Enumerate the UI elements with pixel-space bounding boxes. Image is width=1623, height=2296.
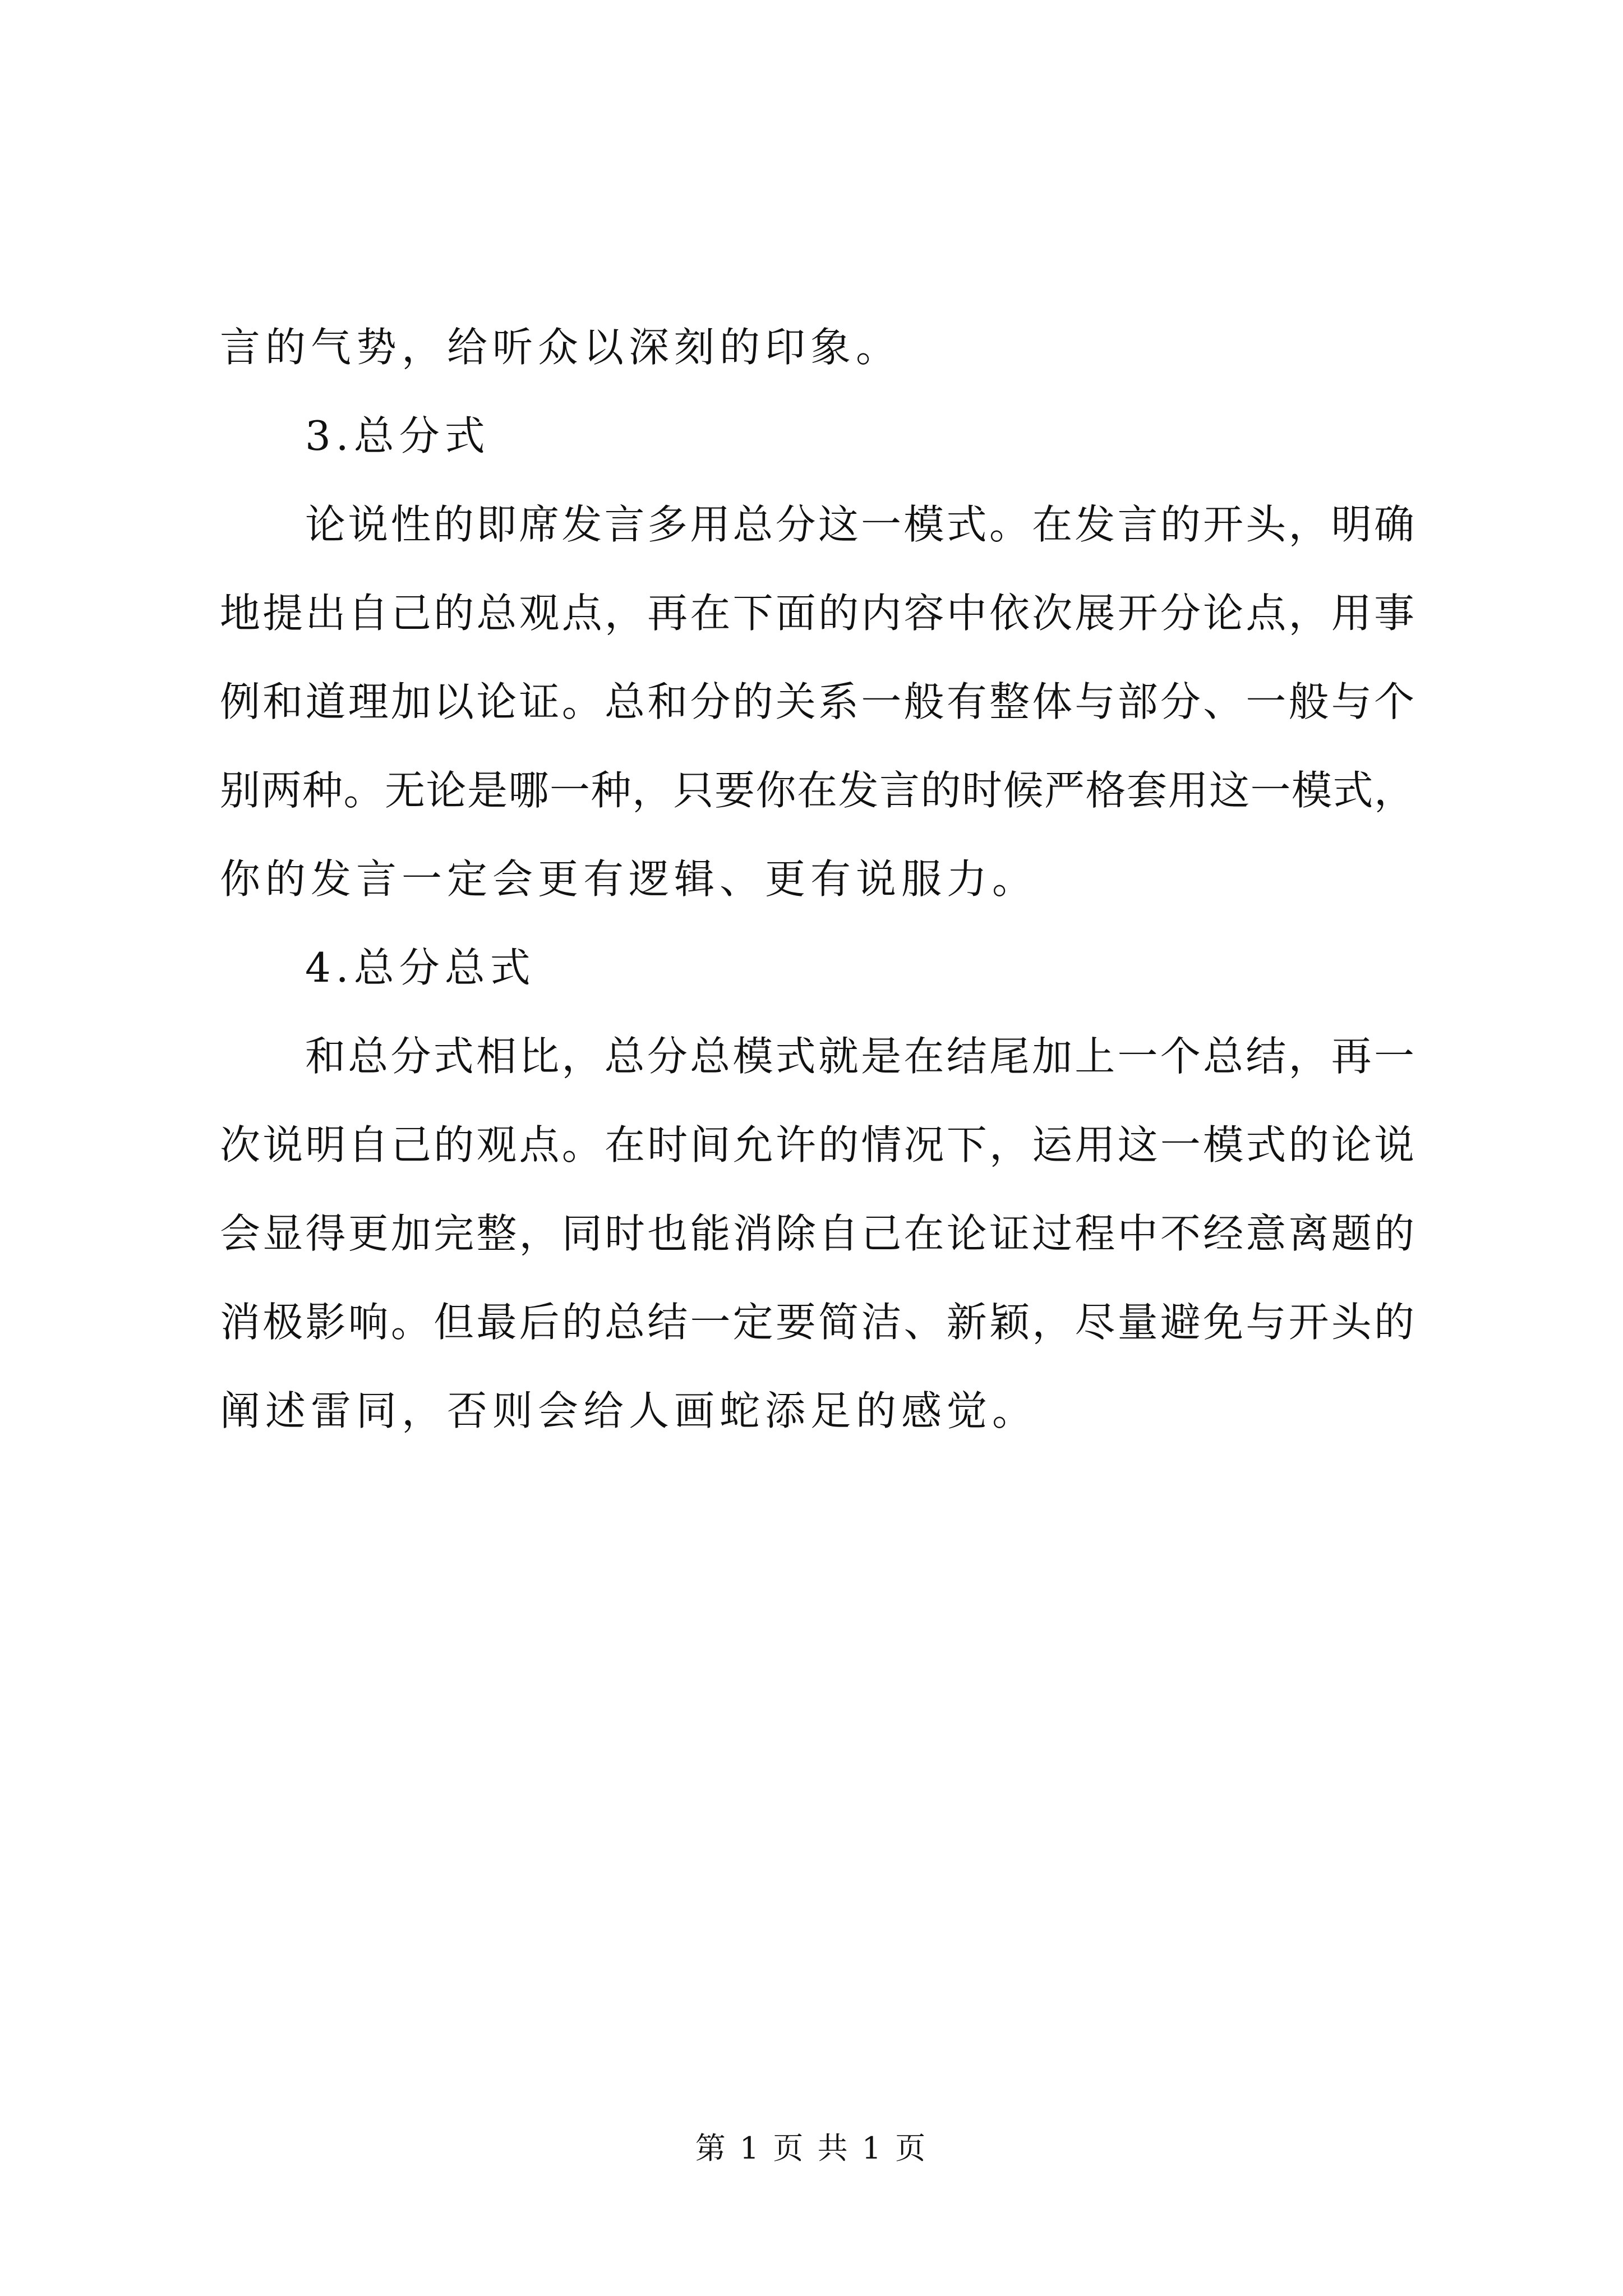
paragraph-line: 消极影响。但最后的总结一定要简洁、新颖，尽量避免与开头的 — [220, 1299, 1414, 1346]
paragraph-line: 论说性的即席发言多用总分这一模式。在发言的开头，明确 — [305, 501, 1414, 548]
section-heading-4: 4.总分总式 — [305, 944, 536, 991]
paragraph-line: 会显得更加完整，同时也能消除自己在论证过程中不经意离题的 — [220, 1210, 1414, 1257]
page-number-footer: 第 1 页 共 1 页 — [695, 2131, 928, 2166]
paragraph-line: 例和道理加以论证。总和分的关系一般有整体与部分、一般与个 — [220, 678, 1414, 725]
paragraph-line: 地提出自己的总观点，再在下面的内容中依次展开分论点，用事 — [220, 590, 1414, 637]
paragraph-line: 言的气势，给听众以深刻的印象。 — [220, 324, 902, 371]
paragraph-line: 阐述雷同，否则会给人画蛇添足的感觉。 — [220, 1387, 1038, 1434]
document-body — [220, 303, 1414, 1455]
paragraph-line: 次说明自己的观点。在时间允许的情况下，运用这一模式的论说 — [220, 1121, 1414, 1168]
paragraph-line: 和总分式相比，总分总模式就是在结尾加上一个总结，再一 — [305, 1033, 1414, 1080]
section-heading-3: 3.总分式 — [305, 412, 490, 459]
paragraph-line: 别两种。无论是哪一种，只要你在发言的时候严格套用这一模式， — [220, 767, 1414, 814]
paragraph-line: 你的发言一定会更有逻辑、更有说服力。 — [220, 855, 1038, 903]
